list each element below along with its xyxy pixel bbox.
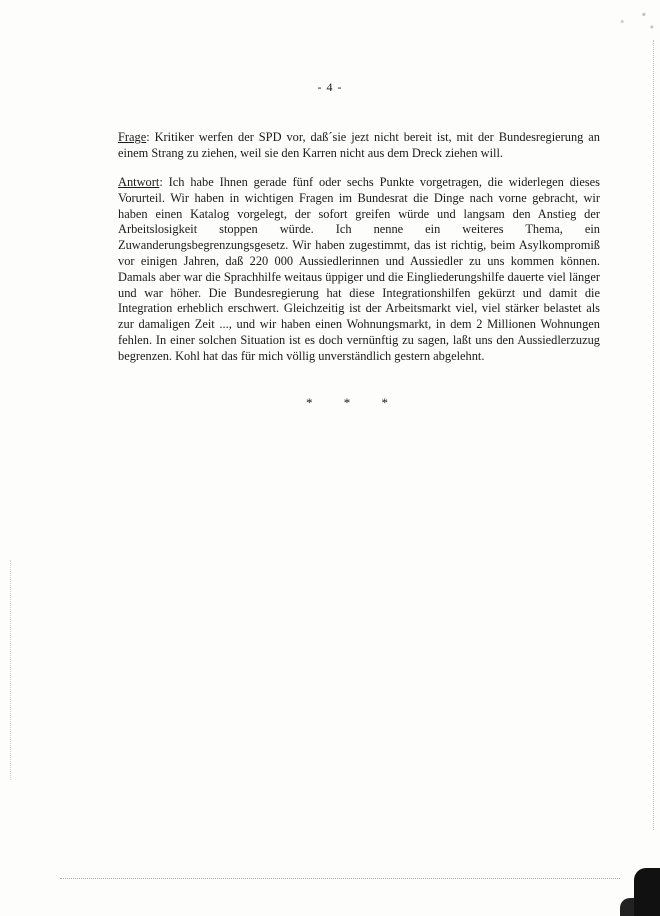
scan-artifact-top-right — [606, 0, 660, 36]
answer-separator: : — [159, 175, 163, 189]
scan-artifact-bottom-line — [60, 878, 620, 879]
question-paragraph — [118, 130, 600, 162]
answer-paragraph — [118, 175, 600, 365]
scan-artifact-left-edge — [10, 560, 15, 780]
scan-artifact-bottom-right-inner — [620, 898, 634, 916]
question-label: Frage — [118, 130, 147, 144]
answer-label: Antwort — [118, 175, 160, 189]
scan-artifact-right-edge — [649, 40, 654, 830]
question-separator: : — [146, 130, 150, 144]
scan-artifact-bottom-right — [634, 868, 660, 916]
answer-text: Ich habe Ihnen gerade fünf oder sechs Punkte vorgetragen, die widerlegen dieses Vorurteil. Wir haben in wichtigen Fragen im Bundesrat die Dinge nach vorne gebracht, wir haben einen Katalog vorgelegt, der sofort greifen würde und langsam den Anstieg der Arbeitslosigkeit stoppen würde. Ich nenne ein weiteres Thema, ein Zuwanderungsbegrenzungsgesetz. Wir haben zugestimmt, das ist richtig, beim Asylkompromiß vor einigen Jahren, daß 220 000 Aussiedlerinnen und Aussiedler zu uns kommen können. Damals aber war die Sprachhilfe weitaus üppiger und die Eingliederungshilfe dauerte viel länger und war höher. Die Bundesregierung hat diese Integrationshilfen gekürzt und damit die Integration erheblich erschwert. Gleichzeitig ist der Arbeitsmarkt viel, viel stärker belastet als zur damaligen Zeit ..., und wir haben einen Wohnungsmarkt, in dem 2 Millionen Wohnungen fehlen. In einer solchen Situation ist es doch vernünftig zu sagen, laßt uns den Aussiedlerzuzug begrenzen. Kohl hat das für mich völlig unverständlich gestern abgelehnt. — [118, 175, 600, 363]
question-text: Kritiker werfen der SPD vor, daß´sie jezt nicht bereit ist, mit der Bundesregierung an einem Strang zu ziehen, weil sie den Karren nicht aus dem Dreck ziehen will. — [118, 130, 600, 160]
closing-asterisks: * * * — [306, 395, 402, 410]
page-number: - 4 - — [317, 80, 343, 94]
